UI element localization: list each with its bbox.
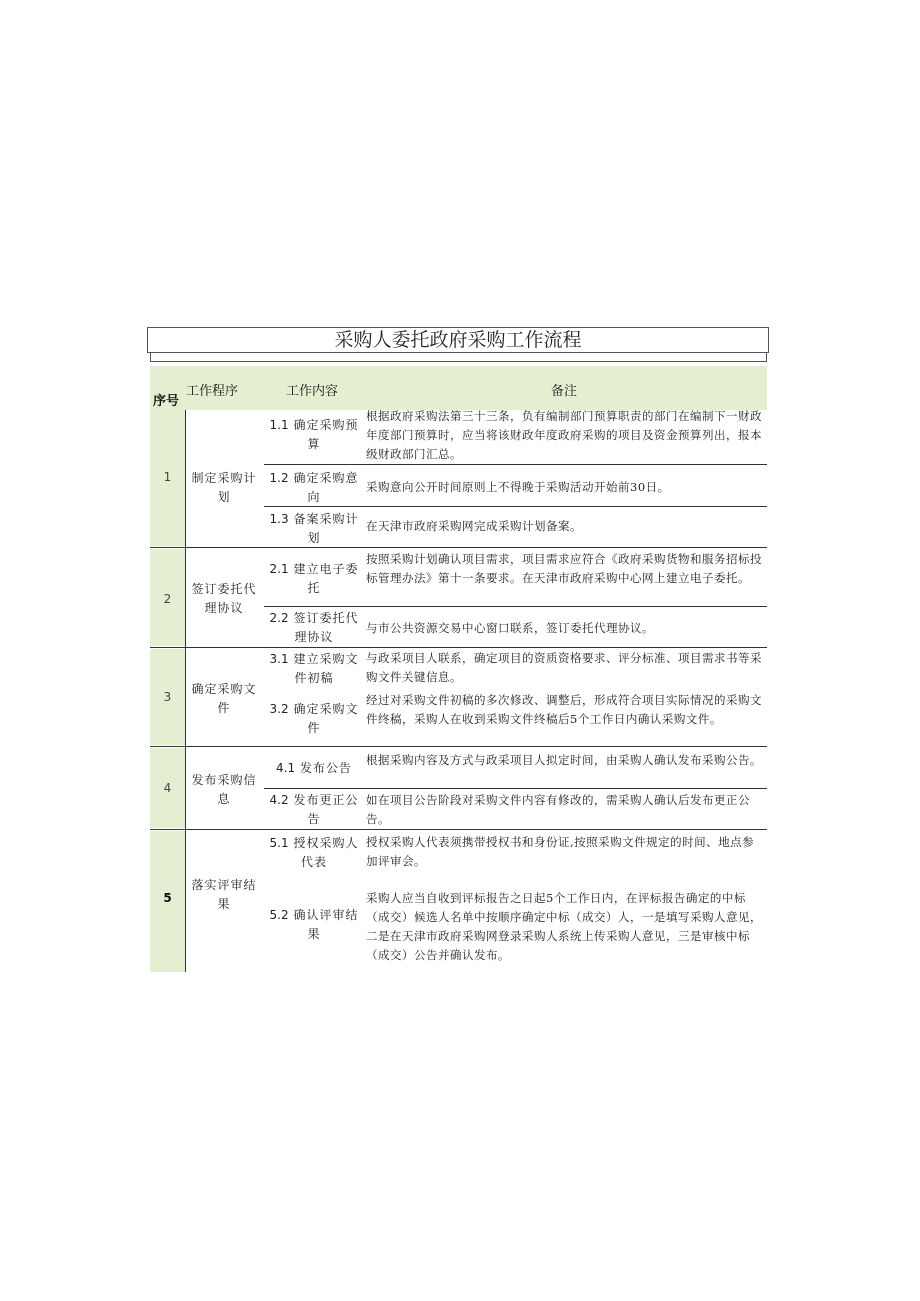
seq-number-2: 2	[163, 592, 172, 606]
item-4-2	[264, 791, 364, 829]
note-2-2: 与市公共资源交易中心窗口联系，签订委托代理协议。	[366, 621, 654, 635]
separator-item-2-1	[264, 606, 767, 607]
item-number: 1.3	[269, 512, 289, 526]
title-underframe	[150, 352, 767, 362]
header-procedure: 工作程序	[186, 384, 239, 399]
separator-group-3	[150, 746, 767, 747]
page-title: 采购人委托政府采购工作流程	[147, 327, 769, 353]
separator-group-2	[150, 647, 767, 648]
note-3-2: 经过对采购文件初稿的多次修改、调整后，形成符合项目实际情况的采购文件终稿，采购人在收到采购文件终稿后5个工作日内确认采购文件。	[366, 693, 762, 726]
seq-number-3: 3	[163, 690, 172, 704]
note-2-1: 按照采购计划确认项目需求，项目需求应符合《政府采购货物和服务招标投标管理办法》第十一条要求。在天津市政府采购中心网上建立电子委托。	[366, 552, 762, 585]
seq-number-5: 5	[163, 891, 172, 905]
note-3-1: 与政采项目人联系，确定项目的资质资格要求、评分标准、项目需求书等采购文件关键信息。	[366, 651, 762, 684]
item-4-1	[264, 759, 364, 778]
item-name: 授权采购人代表	[293, 836, 359, 869]
note-4-1: 根据采购内容及方式与政采项目人拟定时间，由采购人确认发布采购公告。	[366, 753, 762, 767]
note-1-2: 采购意向公开时间原则上不得晚于采购活动开始前30日。	[366, 480, 670, 494]
note-1-3: 在天津市政府采购网完成采购计划备案。	[366, 519, 582, 533]
item-number: 3.2	[269, 702, 289, 716]
item-5-1	[264, 834, 364, 872]
item-number: 3.1	[269, 652, 289, 666]
note-4-2: 如在项目公告阶段对采购文件内容有修改的，需采购人确认后发布更正公告。	[366, 793, 750, 826]
item-3-1	[264, 650, 364, 688]
item-5-2	[264, 906, 364, 944]
item-3-2	[264, 700, 364, 738]
table-header-band	[150, 366, 767, 410]
header-remarks: 备注	[551, 384, 578, 399]
item-1-3	[264, 510, 364, 548]
item-number: 2.2	[269, 611, 289, 625]
procedure-1: 制定采购计划	[191, 471, 257, 504]
procedure-5: 落实评审结果	[191, 878, 257, 911]
item-1-2	[264, 469, 364, 507]
item-2-1	[264, 560, 364, 598]
procedure-2: 签订委托代理协议	[191, 582, 257, 615]
item-name: 发布公告	[299, 761, 352, 775]
item-1-1	[264, 416, 364, 454]
item-name: 确定采购文件	[293, 702, 359, 735]
item-name: 备案采购计划	[293, 512, 359, 545]
note-5-2: 采购人应当自收到评标报告之日起5个工作日内，在评标报告确定的中标（成交）候选人名单中按顺序确定中标（成交）人，一是填写采购人意见，二是在天津市政府采购网登录采购人系统上传采购人意见，三是审核中标（成交）公告并确认发布。	[366, 891, 762, 962]
item-name: 确认评审结果	[293, 908, 359, 941]
separator-group-1	[150, 547, 767, 548]
item-name: 建立电子委托	[293, 562, 359, 595]
separator-item-4-1	[264, 788, 767, 789]
item-name: 签订委托代理协议	[293, 611, 359, 644]
item-number: 5.2	[269, 908, 289, 922]
item-name: 确定采购预算	[293, 418, 359, 451]
item-name: 确定采购意向	[293, 471, 359, 504]
item-number: 4.2	[269, 793, 289, 807]
note-5-1: 授权采购人代表须携带授权书和身份证,按照采购文件规定的时间、地点参加评审会。	[366, 835, 755, 868]
item-number: 5.1	[269, 836, 289, 850]
note-1-1: 根据政府采购法第三十三条，负有编制部门预算职责的部门在编制下一财政年度部门预算时，应当将该财政年度政府采购的项目及资金预算列出，报本级财政部门汇总。	[366, 409, 762, 461]
item-name: 发布更正公告	[293, 793, 359, 826]
header-seq: 序号	[153, 394, 180, 409]
header-content: 工作内容	[286, 384, 339, 399]
procedure-3: 确定采购文件	[191, 682, 257, 715]
procedure-4: 发布采购信息	[191, 773, 257, 806]
seq-number-1: 1	[163, 470, 172, 484]
item-number: 4.1	[276, 761, 296, 775]
item-number: 1.2	[269, 471, 289, 485]
seq-number-4: 4	[163, 781, 172, 795]
item-number: 2.1	[269, 562, 289, 576]
item-number: 1.1	[269, 418, 289, 432]
separator-item-1-1	[264, 464, 767, 465]
separator-group-4	[150, 829, 767, 830]
item-name: 建立采购文件初稿	[293, 652, 359, 685]
item-2-2	[264, 609, 364, 647]
